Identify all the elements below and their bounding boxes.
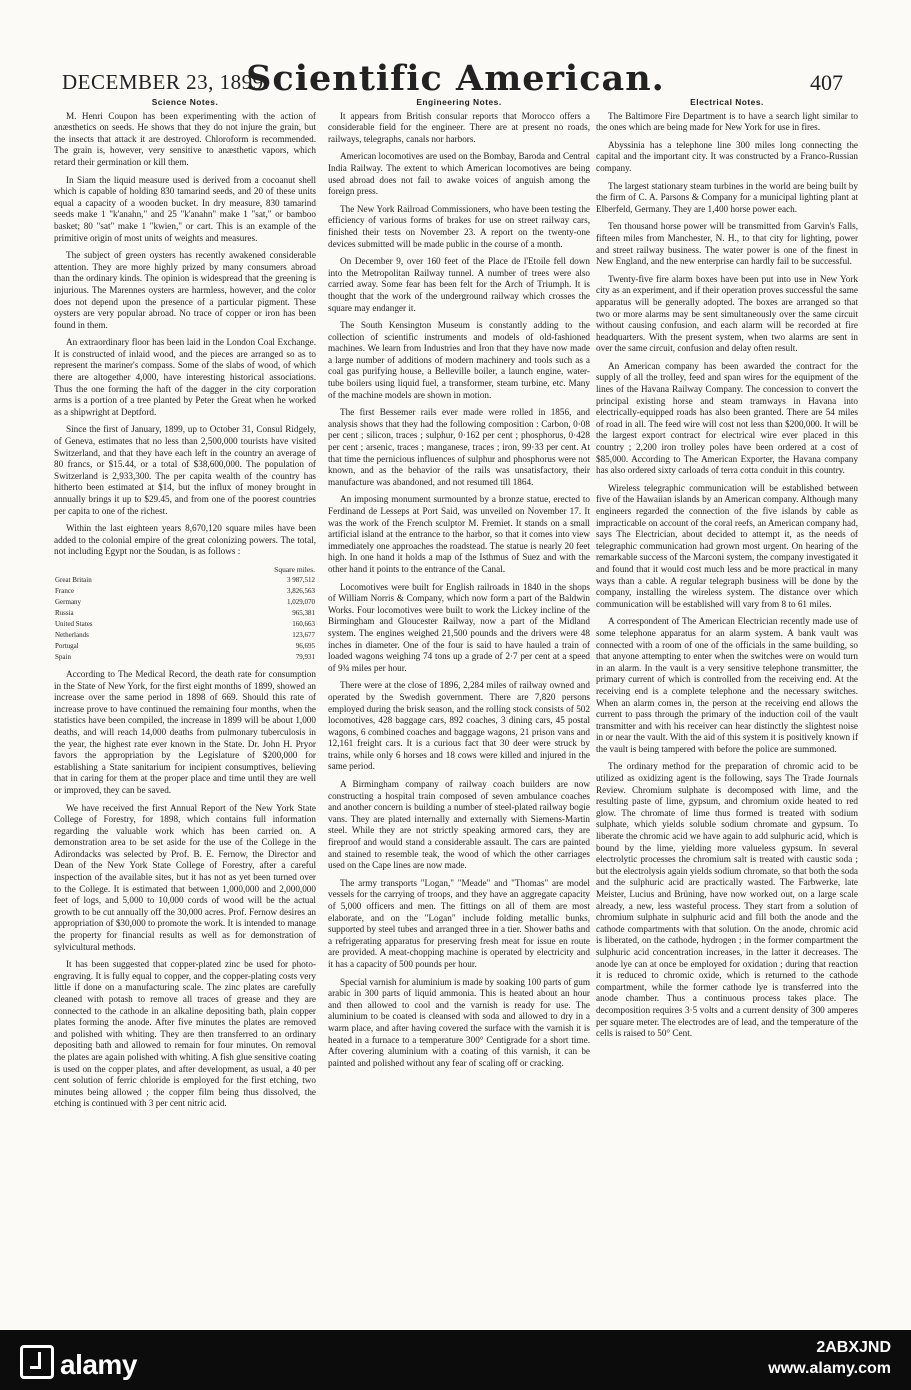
table-row — [54, 652, 316, 663]
country-name: Russia — [55, 608, 74, 617]
country-name: Spain — [55, 652, 71, 661]
table-row — [54, 597, 316, 608]
country-name: United States — [55, 619, 93, 628]
table-row — [54, 608, 316, 619]
article-paragraph: It appears from British consular reports that Morocco offers a considerable field for the engineer. There are at present no roads, railways, telegraphs, canals nor harbors. — [328, 110, 590, 144]
area-value: 965,381 — [292, 608, 315, 617]
article-paragraph: The subject of green oysters has recently awakened considerable attention. They are more highly prized by many consumers abroad than the ordinary kinds. The opinion is widespread that the greening is injurious. The Marennes oysters are harmless, however, and the color does not depend upon the presence of a particular pigment. These oysters are very popular abroad. No trace of copper or iron has been found in them. — [54, 250, 316, 330]
page-number: 407 — [810, 70, 843, 95]
image-id: 2ABXJND — [816, 1339, 891, 1356]
article-paragraph: Locomotives were built for English railroads in 1840 in the shops of William Norris & Company, which now form a part of the Baldwin Works. Four locomotives were built to work the Lickey incline of the Birmingham and Gloucester Railway, now a part of the Midland system. The engines weighed 21,500 pounds and the drivers were 48 inches in diameter. One of the four is said to have hauled a train of loaded wagons weighing 74 tons up a grade of 2·7 per cent at a speed of 9¾ miles per hour. — [328, 581, 590, 673]
area-value: 160,663 — [292, 619, 315, 628]
site-url: www.alamy.com — [768, 1360, 891, 1377]
alamy-logo-icon — [20, 1345, 54, 1379]
table-row — [54, 630, 316, 641]
article-paragraph: Within the last eighteen years 8,670,120 square miles have been added to the colonial empire of the great colonizing powers. The total, not including Egypt nor the Soudan, is as follows : — [54, 523, 316, 557]
article-paragraph: A Birmingham company of railway coach builders are now constructing a hospital train composed of seven ambulance coaches and another concern is building a number of steel-plated railway bogie vans. They are plated internally and externally with Siemens-Martin steel. While they are not strictly speaking armored cars, they are fireproof and would stand a considerable assault. The cars are painted and stained to resemble teak, the wood of which the other carriages used on the Cape lines are now made. — [328, 779, 590, 871]
table-header: Square miles. — [274, 564, 315, 574]
country-name: Netherlands — [55, 630, 89, 639]
country-name: Great Britain — [55, 575, 92, 584]
column-engineering-notes — [328, 97, 590, 1075]
article-paragraph: Ten thousand horse power will be transmitted from Garvin's Falls, fifteen miles from Manchester, N. H., to that city for lighting, power and street railway business. The water power is one of the finest in New England, and the new enterprise can hardly fail to be successful. — [596, 221, 858, 267]
issue-date: DECEMBER 23, 1899. — [62, 70, 270, 94]
article-paragraph: We have received the first Annual Report of the New York State College of Forestry, for 1898, which contains full information regarding the valuable work which has been carried on. A demonstration area to be set aside for the use of the College in the Adirondacks was selected by Prof. B. E. Fernow, the Director and Dean of the New York State College of Forestry, after a careful inspection of the available sites, but it has not as yet been turned over to the College. It is estimated that between 1,000,000 and 2,000,000 feet of logs, and 5,000 to 10,000 cords of wood will be the actual growth to be cut annually off the 30,000 acres. Prof. Fernow desires an appropriation of $30,000 to promote the work. It is intended to manage the property for financial results as well as for demonstration of sylvicultural methods. — [54, 802, 316, 952]
table-row — [54, 641, 316, 652]
column-science-notes — [54, 97, 316, 1116]
article-paragraph: There were at the close of 1896, 2,284 miles of railway owned and operated by the Swedish government. There are 7,820 persons employed during the brisk season, and the rolling stock consists of 502 locomotives, 428 baggage cars, 892 coaches, 3 dining cars, 45 postal wagons, 6 combined coaches and baggage wagons, 21 prison vans and 12,161 freight cars. It is a curious fact that 30 deer were struck by trains, while only 6 horses and 18 cows were killed and injured in the same period. — [328, 680, 590, 772]
article-paragraph: M. Henri Coupon has been experimenting with the action of anæsthetics on seeds. He shows that they do not injure the grain, but the insects that attack it are destroyed. Chloroform is recommended. The grain is, however, very sensitive to anæsthetic vapors, which retard their germination or kill them. — [54, 110, 316, 167]
area-value: 123,677 — [292, 630, 315, 639]
area-value: 1,029,070 — [287, 597, 315, 606]
article-paragraph: Twenty-five fire alarm boxes have been put into use in New York city as an experiment, and if their operation proves successful the same apparatus will be generally adopted. The boxes are arranged so that two or more alarms may be sent simultaneously over the same circuit without causing confusion, and each alarm will be recorded at fire headquarters. With the present system, when two alarms are sent in over the same circuit, confusion and delay often result. — [596, 273, 858, 354]
article-paragraph: The first Bessemer rails ever made were rolled in 1856, and analysis shows that they had the following composition : Carbon, 0·08 per cent ; silicon, traces ; sulphur, 0·162 per cent ; phosphorus, 0·428 per cent ; arsenic, traces ; manganese, traces ; iron, 99·33 per cent. At that time the pernicious influences of sulphur and phosphorus were not known, and as the behavior of the rails was unsatisfactory, their manufacture was abandoned, and not resumed till 1864. — [328, 407, 590, 487]
table-row — [54, 619, 316, 630]
article-paragraph: Since the first of January, 1899, up to October 31, Consul Ridgely, of Geneva, estimates that no less than 2,500,000 tourists have visited Switzerland, and that they have each left in the country an average of 80 francs, or $15.44, or a total of $38,600,000. The population of Switzerland is 2,933,300. The per capita wealth of the country has hitherto been estimated at $14, but the influx of money brought in annually brings it up to $29.45, and from one of the poorest countries per capita to one of the richest. — [54, 424, 316, 516]
area-value: 3,826,563 — [287, 586, 315, 595]
area-value: 96,695 — [295, 641, 315, 650]
country-name: Portugal — [55, 641, 79, 650]
country-name: France — [55, 586, 75, 595]
article-paragraph: A correspondent of The American Electrician recently made use of some telephone apparatus for an alarm system. A bank vault was connected with a room of one of the officials in the same building, so that anyone attempting to enter when the switches were on would turn in an alarm. In the vault is a very sensitive telephone transmitter, the primary current of which is controlled from the receiving end. At the receiving end is a complete telephone and the necessary switches. When an alarm comes in, the person at the receiving end allows the current to pass through the primary of the induction coil of the vault transmitter and with his receiver can hear distinctly the slightest noise in or near the vault. With the aid of this system it is positively known if the vault is being tampered with before the police are summoned. — [596, 616, 858, 754]
article-paragraph: The South Kensington Museum is constantly adding to the collection of scientific instruments and models of old-fashioned machines. We learn from Industries and Iron that they have now made a large number of additions of modern machinery and tools such as a coal gas purifying house, a Belleville boiler, a launch engine, water-tube boilers using liquid fuel, a transformer, steam turbine, etc. Many of the machine models are shown in motion. — [328, 320, 590, 400]
masthead: Scientific American. — [246, 58, 665, 99]
area-value: 79,931 — [295, 652, 315, 661]
article-paragraph: Abyssinia has a telephone line 300 miles long connecting the capital and the important city. It was constructed by a Franco-Russian company. — [596, 139, 858, 173]
article-paragraph: It has been suggested that copper-plated zinc be used for photo-engraving. It is fully equal to copper, and the copper-plating costs very little if done on a manufacturing scale. The zinc plates are carefully cleaned with potash to remove all traces of grease and they are connected to the cathode in an alkaline depositing bath, plain copper plates forming the anode. After five minutes the plates are removed and polished with whiting. They are then transferred to an ordinary depositing bath and allowed to remain for four minutes. On removal the plates are again polished with whiting. A fish glue sensitive coating is used on the copper plates, and after development, as usual, a 40 per cent solution of ferric chloride is employed for the first etching, two minutes being allowed ; the copper film being thus dissolved, the etching is continued with 3 per cent nitric acid. — [54, 959, 316, 1109]
section-title: Engineering Notes. — [416, 97, 502, 107]
article-paragraph: The ordinary method for the preparation of chromic acid to be utilized as oxidizing agent is the following, says The Trade Journals Review. Chromium sulphate is decomposed with lime, and the resulting paste of lime, gypsum, and chromium oxide heated to red glow. The chromate of lime thus formed is treated with sodium sulphate, which yields soluble sodium chromate and gypsum. To liberate the chromic acid we have again to add sulphuric acid, which is bound by the lime, yielding more valueless gypsum. In several electrolytic processes the chromium salt is treated with caustic soda ; but the electrolysis again yields sodium chromate, so that both the soda and the sulphuric acid are practically wasted. The Farbwerke, late Meister, Lucius and Brüning, have now worked out, on a large scale already, a new, less wasteful process. They start from a solution of chromium sulphate in sulphuric acid and fill both the anode and the cathode compartments with that solution. On the anode, chromic acid is liberated, on the cathode, hydrogen ; in the former compartment the sulphuric acid concentration increases, in the latter it decreases. The anode lye can at once be employed for oxidation ; during that reaction it is reduced to chromic oxide, which is returned to the cathode compartment, while the former cathode lye is transferred into the anode chamber. Thus a continuous process takes place. The decomposition requires 3·5 volts and a current density of 300 amperes per square meter. The electrodes are of lead, and the temperature of the cells is raised to 50° Cent. — [596, 761, 858, 1039]
article-paragraph: The army transports "Logan," "Meade" and "Thomas" are model vessels for the carrying of troops, and they have an aggregate capacity of 5,000 officers and men. The fittings on all of them are most elaborate, and on the "Logan" include folding metallic bunks, supported by steel tubes and arranged three in a tier. Shower baths and a refrigerating apparatus for preserving fresh meat for issue en route are provided. A meat-chopping machine is operated by electricity and it has a capacity of 500 pounds per hour. — [328, 877, 590, 969]
table-row — [54, 575, 316, 586]
article-paragraph: On December 9, over 160 feet of the Place de l'Etoile fell down into the Metropolitan Railway tunnel. A number of trees were also carried away. Some fear has been felt for the Arch of Triumph. It is thought that the work of the underground railway which crosses the square may endanger it. — [328, 256, 590, 313]
article-paragraph: The largest stationary steam turbines in the world are being built by the firm of C. A. Parsons & Company for a municipal lighting plant at Elberfeld, Germany. They are 1,400 horse power each. — [596, 180, 858, 214]
article-paragraph: An imposing monument surmounted by a bronze statue, erected to Ferdinand de Lesseps at Port Said, was unveiled on November 17. It was the work of the French sculptor M. Fremiet. It stands on a small artificial island at the entrance to the harbor, so that it comes into view immediately one approaches the roadstead. The statue is nearly 20 feet high. In one hand it holds a map of the Isthmus of Suez and with the other hand it points to the entrance of the Canal. — [328, 494, 590, 574]
article-paragraph: The New York Railroad Commissioners, who have been testing the efficiency of various forms of brakes for use on street railway cars, finished their tests on November 23. A report on the twenty-one devices submitted will be made public in the course of a month. — [328, 203, 590, 249]
country-name: Germany — [55, 597, 82, 606]
article-paragraph: An extraordinary floor has been laid in the London Coal Exchange. It is constructed of inlaid wood, and the pieces are arranged so as to represent the mariner's compass. Some of the slabs of wood, of which there are altogether 4,000, have interesting historical associations. Thus the one forming the haft of the dagger in the city corporation arms is a portion of a tree planted by Peter the Great when he worked as a shipwright at Deptford. — [54, 337, 316, 417]
article-paragraph: Wireless telegraphic communication will be established between five of the Hawaiian islands by an American company. Although many engineers regarded the connection of the five islands by cable as impracticable on account of the coral reefs, an American company had, says The Electrician, about decided to attempt it, as the needs of telegraphic communication had grown most urgent. On hearing of the remarkable success of the Marconi system, the company investigated it and found that it would cost much less and be more practical in many ways than a cable. A regular telegraph business will be done by the company, installing the wireless system. The distance over which communication will be established will vary from 8 to 61 miles. — [596, 482, 858, 609]
table-row — [54, 586, 316, 597]
area-value: 3 987,512 — [287, 575, 315, 584]
section-title: Electrical Notes. — [690, 97, 764, 107]
article-paragraph: The Baltimore Fire Department is to have a search light similar to the ones which are being made for New York for use in fires. — [596, 110, 858, 133]
article-paragraph: Special varnish for aluminium is made by soaking 100 parts of gum arabic in 300 parts of liquid ammonia. This is heated about an hour and then allowed to cool and the varnish is ready for use. The aluminium to be coated is cleansed with soda and allowed to dry in a warm place, and after having covered the surface with the varnish it is heated in a furnace to a temperature 300° Centigrade for a short time. After covering aluminium with a coating of this varnish, it can be painted and polished without any fear of scaling off or cracking. — [328, 976, 590, 1068]
section-title: Science Notes. — [151, 97, 219, 107]
column-electrical-notes — [596, 97, 858, 1046]
article-paragraph: In Siam the liquid measure used is derived from a cocoanut shell which is capable of holding 830 tamarind seeds, and 20 of these units equal a capacity of a wooden bucket. In dry measure, 830 tamarind seeds make 1 "k'anahn," and 25 "k'anahn" make 1 "sat," or bamboo basket; 80 "sat" make 1 "kwien," or cart. This is an example of the primitive origin of most units of weights and measures. — [54, 174, 316, 243]
alamy-logo: alamy — [20, 1345, 137, 1381]
article-paragraph: According to The Medical Record, the death rate for consumption in the State of New York, for the first eight months of 1899, showed an increase over the same period in 1898 of 669. Should this rate of increase prove to have continued the remaining four months, when the statistics have been compiled, the increase in 1899 will be about 1,000 deaths, and will reach 14,000 deaths from pulmonary tuberculosis in the year, the highest rate ever known in the State. Dr. John H. Pryor favors the appropriation by the Legislature of $200,000 for establishing a State sanitarium for incipient consumptives, believing that in caring for them at the proper place and time until they are well or improved, they can be saved. — [54, 668, 316, 795]
article-paragraph: American locomotives are used on the Bombay, Baroda and Central India Railway. The extent to which American locomotives are being used abroad does not fail to awake voices of anguish among the foreign press. — [328, 151, 590, 197]
article-paragraph: An American company has been awarded the contract for the supply of all the trolley, feed and span wires for the equipment of the lines of the Havana Railway Company. The concession to convert the principal existing horse and steam tramways in Havana into electrically-equipped roads has also been granted. There are 54 miles of road in all. The feed wire will cost not less than $200,000. It will be the largest export contract for electrical wire ever placed in this country ; 2,200 iron trolley poles have been ordered at a cost of $85,000. According to The American Exporter, the Havana company has also ordered sixty carloads of terra cotta conduit in this country. — [596, 360, 858, 476]
colonial-areas-table — [54, 564, 316, 663]
